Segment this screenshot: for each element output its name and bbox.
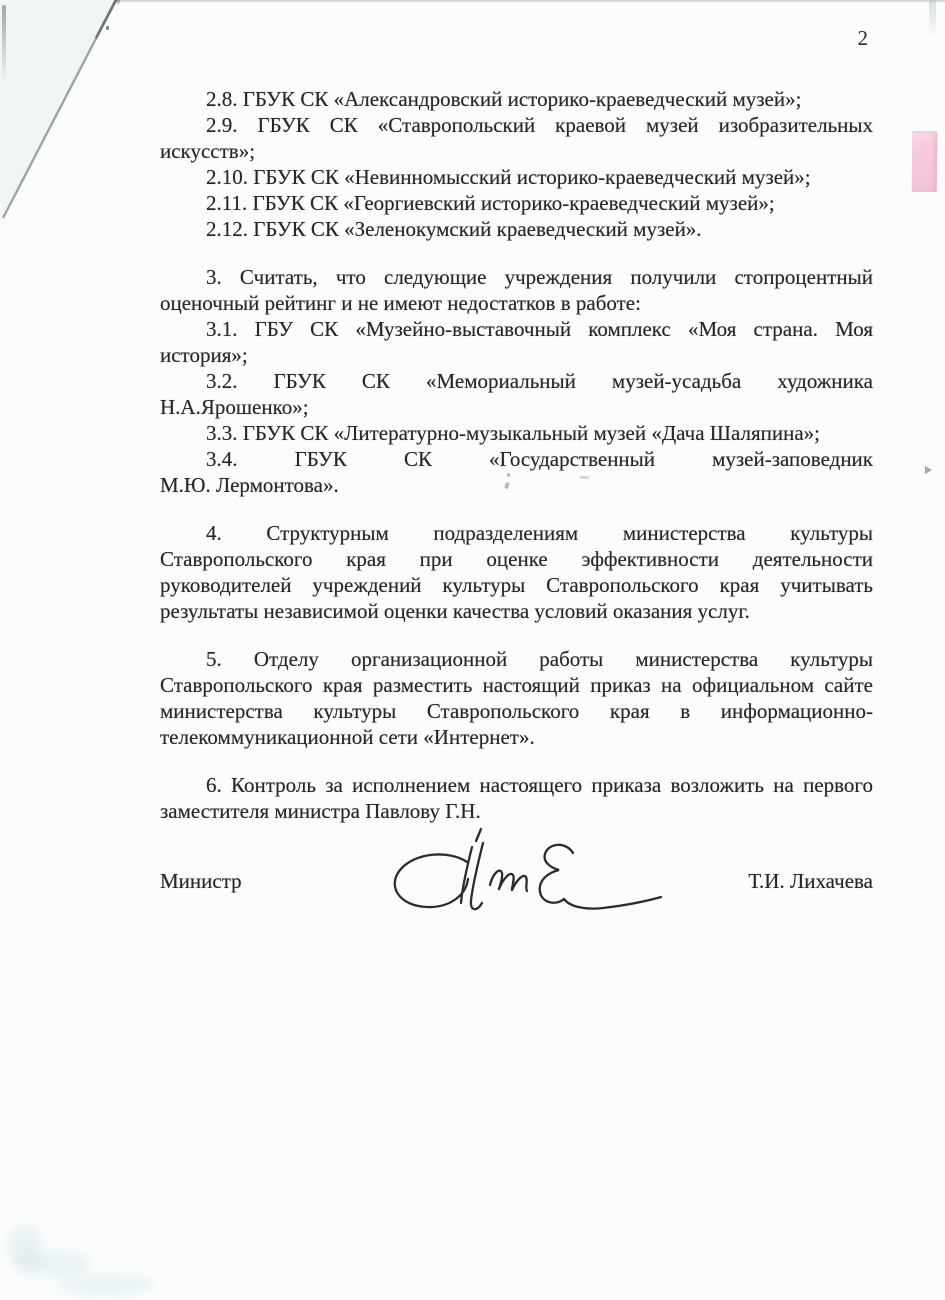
scan-speck: [925, 466, 932, 474]
signatory-title: Министр: [160, 869, 242, 893]
text-line: 2.9. ГБУК СК «Ставропольский краевой музей изобразительных: [206, 113, 873, 137]
scan-top-edge-shadow: [0, 0, 945, 3]
text-line: оценочный рейтинг и не имеют недостатков в работе:: [160, 291, 641, 315]
text-line: результаты независимой оценки качества условий оказания услуг.: [160, 599, 750, 623]
text-line: 2.10. ГБУК СК «Невинномысский историко-краеведческий музей»;: [206, 165, 811, 189]
text-line: Ставропольского края разместить настоящий приказ на официальном сайте: [160, 673, 873, 697]
scan-left-edge-streak: [2, 5, 6, 83]
scan-speck: [507, 473, 510, 477]
scan-right-edge-streak: [929, 0, 936, 38]
handwritten-signature: [383, 822, 683, 932]
text-line: 3.2. ГБУК СК «Мемориальный музей-усадьба художника: [206, 369, 873, 393]
text-line: 3.1. ГБУ СК «Музейно-выставочный комплекс «Моя страна. Моя: [206, 317, 873, 341]
text-line: Н.А.Ярошенко»;: [160, 395, 309, 419]
signatory-name: Т.И. Лихачева: [748, 869, 873, 893]
text-line: 3.3. ГБУК СК «Литературно-музыкальный музей «Дача Шаляпина»;: [206, 421, 820, 445]
text-line: 2.12. ГБУК СК «Зеленокумский краеведческий музей».: [206, 217, 702, 241]
text-line: заместителя министра Павлову Г.Н.: [160, 799, 481, 823]
scan-blot: [8, 1226, 42, 1268]
text-line: 4. Структурным подразделениям министерства культуры: [206, 521, 873, 545]
text-line: 6. Контроль за исполнением настоящего приказа возложить на первого: [206, 773, 873, 797]
scan-speck: [580, 476, 589, 479]
page-number: 2: [857, 26, 869, 50]
text-line: 3.4. ГБУК СК «Государственный музей-заповедник: [206, 447, 873, 471]
text-line: Ставропольского края при оценке эффективности деятельности: [160, 547, 873, 571]
text-line: 2.11. ГБУК СК «Георгиевский историко-краеведческий музей»;: [206, 191, 775, 215]
text-line: министерства культуры Ставропольского края в информационно-: [160, 699, 873, 723]
text-line: 2.8. ГБУК СК «Александровский историко-краеведческий музей»;: [206, 87, 802, 111]
document-lines: [160, 86, 873, 824]
scan-speck-dot: [106, 26, 109, 30]
text-line: руководителей учреждений культуры Ставропольского края учитывать: [160, 573, 873, 597]
text-line: искусств»;: [160, 139, 256, 163]
text-line: 3. Считать, что следующие учреждения получили стопроцентный: [206, 265, 873, 289]
scan-top-edge-dark-segment: [58, 0, 120, 5]
text-line: история»;: [160, 343, 248, 367]
text-line: М.Ю. Лермонтова».: [160, 473, 339, 497]
page-corner-fold: [0, 0, 130, 230]
pink-sticky-note: [912, 132, 938, 192]
scan-blot: [58, 1276, 154, 1294]
text-line: 5. Отделу организационной работы министерства культуры: [206, 647, 873, 671]
signature-block: [160, 820, 873, 930]
text-line: телекоммуникационной сети «Интернет».: [160, 725, 535, 749]
